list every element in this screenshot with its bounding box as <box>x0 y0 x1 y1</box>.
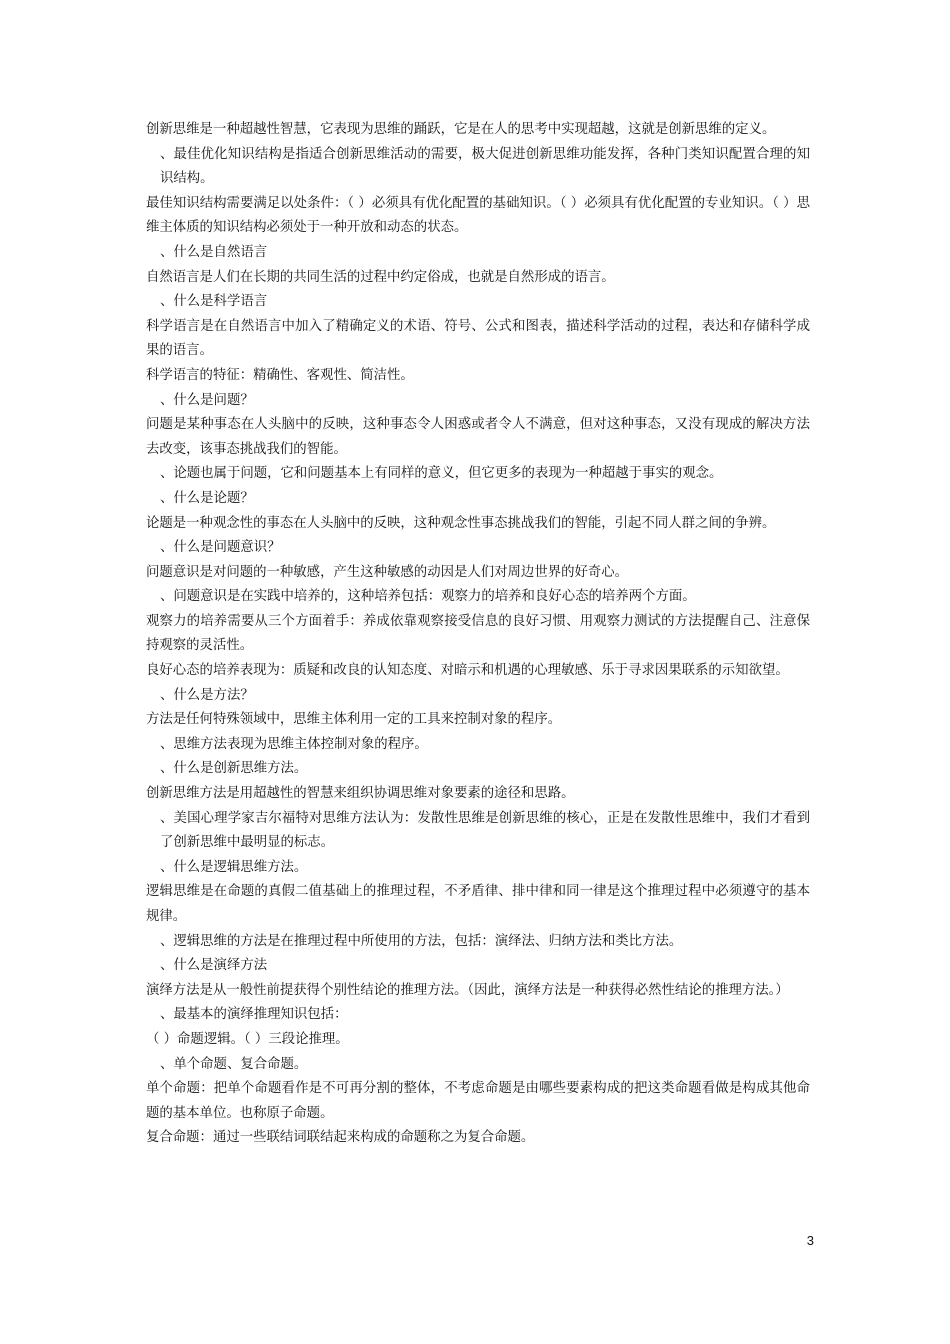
paragraph: 复合命题：通过一些联结词联结起来构成的命题称之为复合命题。 <box>146 1130 535 1146</box>
body-text <box>146 118 810 1151</box>
paragraph: 、什么是问题？ <box>160 392 254 408</box>
paragraph: 、思维方法表现为思维主体控制对象的程序。 <box>160 736 428 752</box>
paragraph: 、什么是自然语言 <box>160 244 268 260</box>
paragraph: （ ）命题逻辑。（ ）三段论推理。 <box>146 1031 349 1047</box>
paragraph: 、美国心理学家吉尔福特对思维方法认为：发散性思维是创新思维的核心，正是在发散性思维中，我们才看到了创新思维中最明显的标志。 <box>160 810 810 851</box>
paragraph: 论题是一种观念性的事态在人头脑中的反映，这种观念性事态挑战我们的智能，引起不同人群之间的争辨。 <box>146 515 776 531</box>
paragraph: 、什么是逻辑思维方法。 <box>160 859 308 875</box>
paragraph: 、什么是问题意识？ <box>160 540 281 556</box>
paragraph: 问题是某种事态在人头脑中的反映，这种事态令人困惑或者令人不满意，但对这种事态，又没有现成的解决方法去改变，该事态挑战我们的智能。 <box>146 417 810 457</box>
paragraph: 创新思维是一种超越性智慧，它表现为思维的踊跃，它是在人的思考中实现超越，这就是创新思维的定义。 <box>146 122 776 137</box>
paragraph: 、问题意识是在实践中培养的，这种培养包括：观察力的培养和良好心态的培养两个方面。 <box>160 589 696 605</box>
paragraph: 最佳知识结构需要满足以处条件：（ ）必须具有优化配置的基础知识。（ ）必须具有优化配置的专业知识。（ ）思维主体质的知识结构必须处于一种开放和动态的状态。 <box>146 195 810 236</box>
paragraph: 良好心态的培养表现为：质疑和改良的认知态度、对暗示和机遇的心理敏感、乐于寻求因果联系的示知欲望。 <box>146 663 789 679</box>
paragraph: 、什么是方法？ <box>160 687 254 703</box>
paragraph: 、什么是论题？ <box>160 490 254 506</box>
paragraph: 单个命题：把单个命题看作是不可再分割的整体，不考虑命题是由哪些要素构成的把这类命题看做是构成其他命题的基本单位。也称原子命题。 <box>146 1081 810 1121</box>
paragraph: 、逻辑思维的方法是在推理过程中所使用的方法，包括：演绎法、归纳方法和类比方法。 <box>160 933 683 949</box>
paragraph: 、什么是演绎方法 <box>160 958 268 974</box>
paragraph: 自然语言是人们在长期的共同生活的过程中约定俗成，也就是自然形成的语言。 <box>146 269 615 285</box>
paragraph: 创新思维方法是用超越性的智慧来组织协调思维对象要素的途径和思路。 <box>146 786 575 802</box>
paragraph: 科学语言是在自然语言中加入了精确定义的术语、符号、公式和图表，描述科学活动的过程，表达和存储科学成果的语言。 <box>146 318 810 359</box>
paragraph: 方法是任何特殊领域中，思维主体利用一定的工具来控制对象的程序。 <box>146 712 562 728</box>
page-number: 3 <box>806 1233 814 1248</box>
paragraph: 、最基本的演绎推理知识包括： <box>160 1007 348 1023</box>
paragraph: 观察力的培养需要从三个方面着手：养成依靠观察接受信息的良好习惯、用观察力测试的方法提醒自己、注意保持观察的灵活性。 <box>146 613 810 654</box>
paragraph: 、最佳优化知识结构是指适合创新思维活动的需要，极大促进创新思维功能发挥，各种门类知识配置合理的知识结构。 <box>160 146 810 187</box>
paragraph: 演绎方法是从一般性前提获得个别性结论的推理方法。（因此，演绎方法是一种获得必然性结论的推理方法。） <box>146 982 789 998</box>
paragraph: 、论题也属于问题，它和问题基本上有同样的意义，但它更多的表现为一种超越于事实的观念。 <box>160 466 723 482</box>
paragraph: 逻辑思维是在命题的真假二值基础上的推理过程，不矛盾律、排中律和同一律是这个推理过程中必须遵守的基本规律。 <box>146 884 810 924</box>
paragraph: 、单个命题、复合命题。 <box>160 1056 308 1072</box>
paragraph: 、什么是科学语言 <box>160 294 268 310</box>
paragraph: 、什么是创新思维方法。 <box>160 761 308 777</box>
paragraph: 科学语言的特征：精确性、客观性、简洁性。 <box>146 367 414 383</box>
paragraph: 问题意识是对问题的一种敏感，产生这种敏感的动因是人们对周边世界的好奇心。 <box>146 564 629 580</box>
